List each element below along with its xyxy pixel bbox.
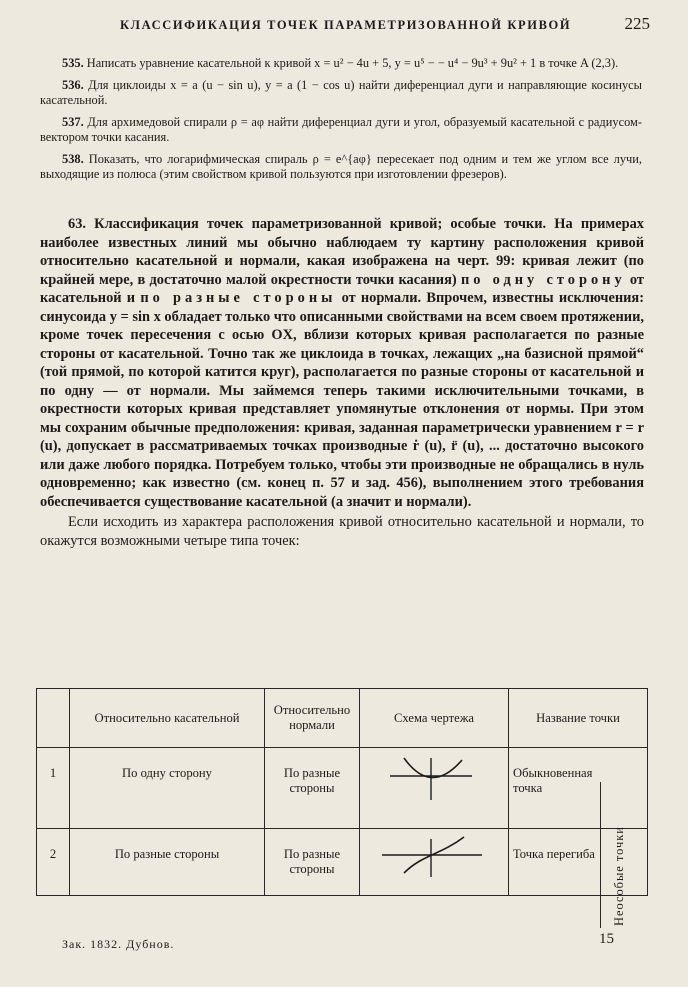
row-normal: По разные стороны	[265, 748, 360, 829]
printing-order: Зак. 1832. Дубнов.	[62, 937, 175, 951]
inflection-point-sketch	[364, 833, 504, 879]
signature-mark: 15	[599, 931, 614, 947]
table-header-num	[37, 689, 70, 748]
row-name: Точка перегиба	[509, 829, 648, 896]
problem-535: 535. Написать уравнение касательной к кривой x = u² − 4u + 5, y = u⁵ − − u⁴ − 9u³ + 9u² + 1 в точке A (2,3).	[62, 56, 619, 70]
section-paragraph-1: 63. Классификация точек параметризованной кривой; особые точки. На примерах наиболее известных линий мы обычно наблюдаем ту картину расположения кривой относительно касательной и нормали, какая изображена на черт. 99: кривая лежит (по крайней мере, в достаточно малой окрестности точки касания) по одну сторону от касательной и по разные стороны от нормали. Впрочем, известны исключения: синусоида y = sin x обладает только что описанными свойствами на всем своем протяжении, кроме точек пересечения с осью OX, вблизи которых кривая располагается по разные стороны от касательной. Точно так же циклоида в точках, лежащих „на базисной прямой“ (той прямой, по которой катится круг), располагается по разные стороны от касательной и по одну — от нормали. Мы займемся теперь такими исключительными точками, в окрестности которых кривая представляет упомянутые отклонения от нормы. При этом мы сохраним обычные предположения: кривая, заданная параметрически уравнением r = r (u), допускает в рассматриваемых точках производные ṙ (u), r̈ (u), ... достаточно высокого или даже любого порядка. Потребуем только, чтобы эти производные не обращались в нуль одновременно; как известно (см. конец п. 57 и зад. 456), выполнением этого требования обеспечивается существование касательной (а значит и нормали).	[40, 216, 644, 510]
row-tangent: По разные стороны	[70, 829, 265, 896]
point-types-table	[36, 688, 648, 896]
spaced-phrase-one-side: по одну сторону	[460, 271, 626, 288]
row-tangent: По одну сторону	[70, 748, 265, 829]
spaced-phrase-different-sides: по разные стороны	[140, 290, 337, 306]
table-row	[37, 829, 648, 896]
problem-536: 536. Для циклоиды x = a (u − sin u), y = a (1 − cos u) найти диференциал дуги и направляющие косинусы касательной.	[40, 77, 642, 107]
row-scheme	[360, 829, 509, 896]
table-group-brace	[600, 782, 609, 928]
table-row	[37, 748, 648, 829]
page-number: 225	[624, 14, 650, 33]
problems-list	[40, 56, 642, 189]
problem-538: 538. Показать, что логарифмическая спираль ρ = e^{aφ} пересекает под одним и тем же углом все лучи, выходящие из полюса (этим свойством кривой пользуются при изготовлении фрезеров).	[40, 151, 642, 181]
table-header-normal: Относительно нормали	[265, 689, 360, 748]
ordinary-point-sketch	[364, 754, 504, 804]
table-side-label: Неособые точки	[612, 826, 626, 926]
row-normal: По разные стороны	[265, 829, 360, 896]
row-scheme	[360, 748, 509, 829]
table-header-tangent: Относительно касательной	[70, 689, 265, 748]
section-63	[40, 215, 644, 550]
table-header-name: Название точки	[509, 689, 648, 748]
table-header-row	[37, 689, 648, 748]
table-header-scheme: Схема чертежа	[360, 689, 509, 748]
page-header	[40, 14, 650, 36]
problem-537: 537. Для архимедовой спирали ρ = aφ найти диференциал дуги и угол, образуемый касательной с радиусом-вектором точки касания.	[40, 114, 642, 144]
row-name: Обыкновенная точка	[509, 748, 648, 829]
row-number: 1	[37, 748, 70, 829]
section-paragraph-2: Если исходить из характера расположения кривой относительно касательной и нормали, то окажутся возможными четыре типа точек:	[40, 514, 644, 549]
row-number: 2	[37, 829, 70, 896]
running-title: КЛАССИФИКАЦИЯ ТОЧЕК ПАРАМЕТРИЗОВАННОЙ КРИВОЙ	[120, 18, 572, 32]
section-title: 63. Классификация точек параметризованной кривой; особые точки.	[68, 216, 547, 232]
